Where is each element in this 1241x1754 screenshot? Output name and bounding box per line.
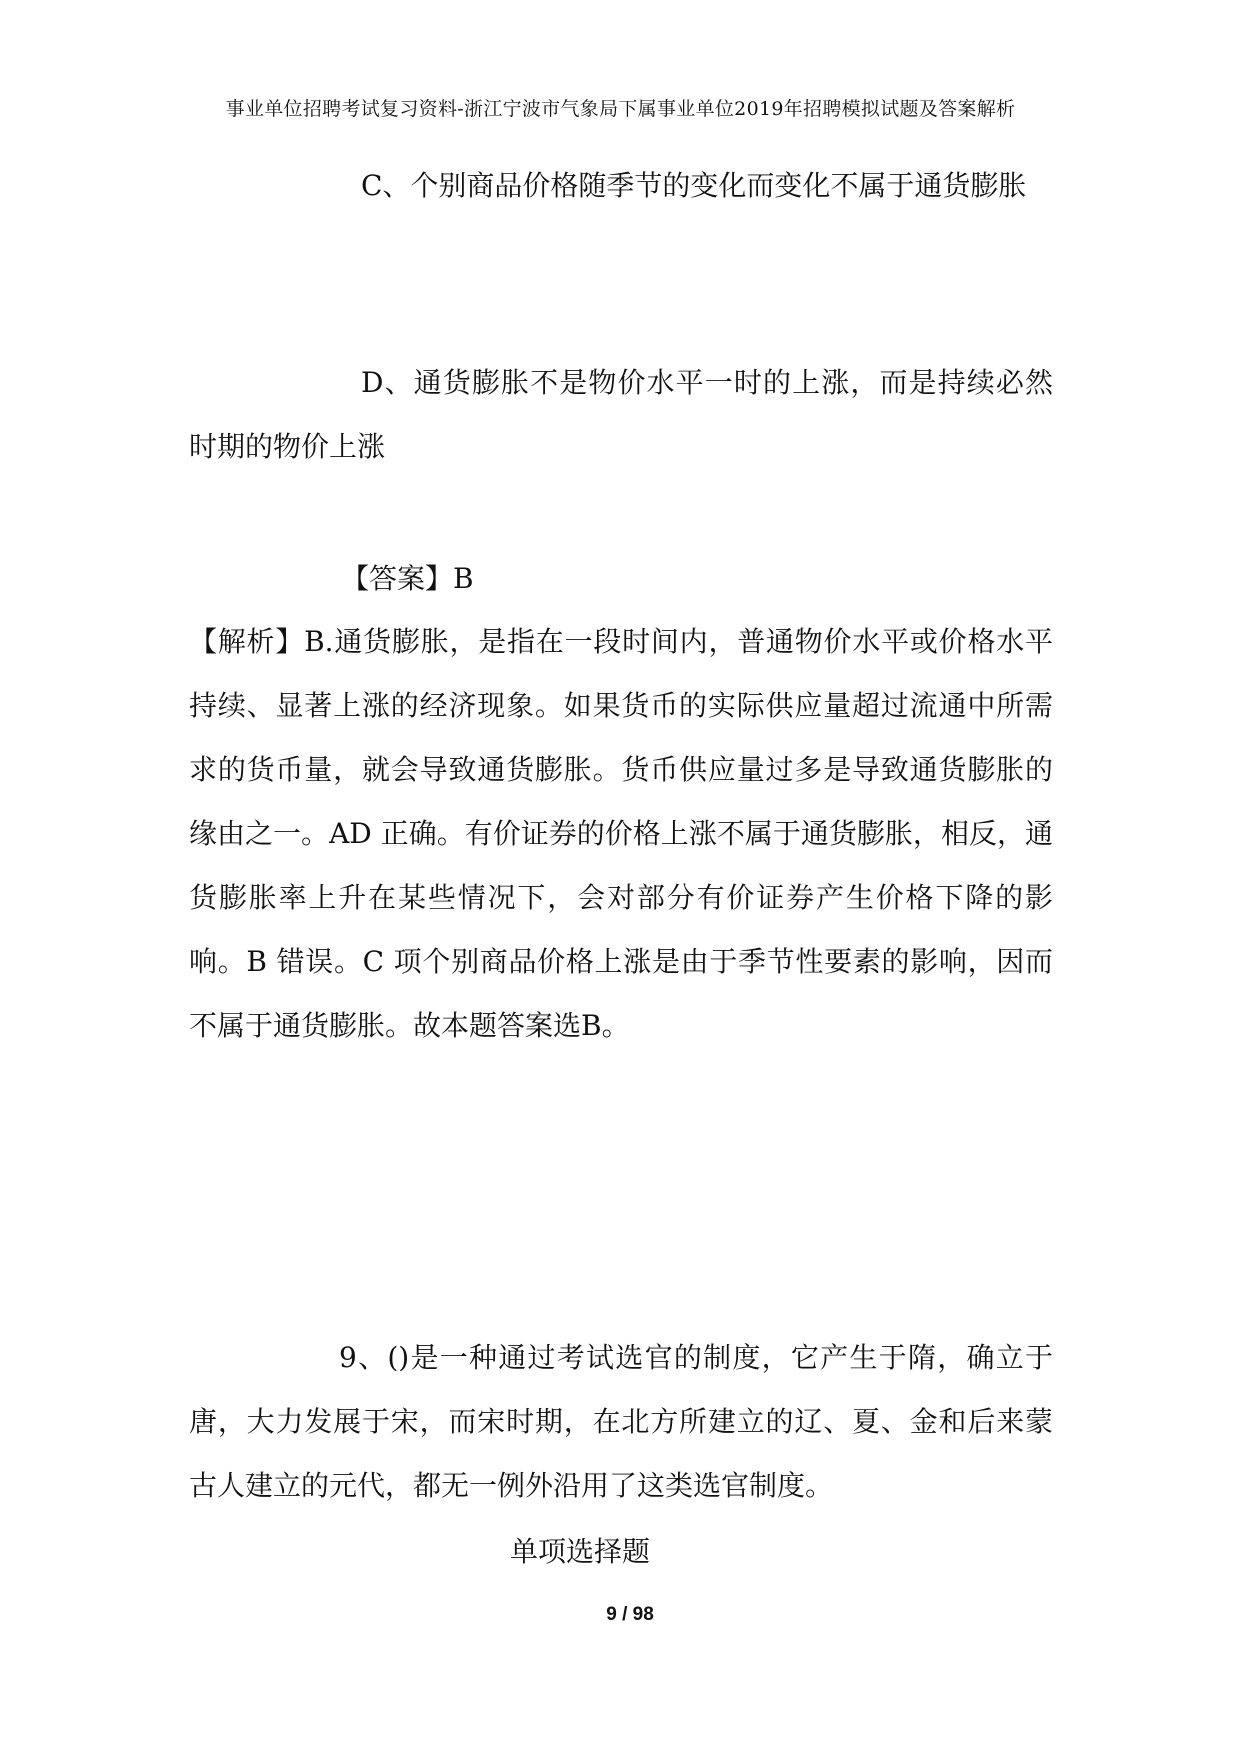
question-9	[189, 1326, 1053, 1518]
answer-text: 【答案】B	[341, 562, 474, 595]
option-d	[189, 351, 1053, 479]
question-text: 9、()是一种通过考试选官的制度，它产生于隋，确立于唐，大力发展于宋，而宋时期，在北方所建立的辽、夏、金和后来蒙古人建立的元代，都无一例外沿用了这类选官制度。	[189, 1341, 1053, 1502]
answer-block	[189, 547, 1053, 611]
analysis-block	[189, 610, 1053, 1058]
option-c	[189, 154, 1053, 218]
page-header: 事业单位招聘考试复习资料-浙江宁波市气象局下属事业单位2019年招聘模拟试题及答案解析	[225, 98, 1016, 120]
question-type: 单项选择题	[509, 1535, 650, 1568]
option-c-text: C、个别商品价格随季节的变化而变化不属于通货膨胀	[361, 169, 1027, 202]
analysis-text: 【解析】B.通货膨胀，是指在一段时间内，普通物价水平或价格水平持续、显著上涨的经济现象。如果货币的实际供应量超过流通中所需求的货币量，就会导致通货膨胀。货币供应量过多是导致通货膨胀的缘由之一。AD 正确。有价证券的价格上涨不属于通货膨胀，相反，通货膨胀率上升在某些情况下，会对部分有价证券产生价格下降的影响。B 错误。C 项个别商品价格上涨是由于季节性要素的影响，因而不属于通货膨胀。故本题答案选B。	[189, 625, 1053, 1042]
option-d-text: D、通货膨胀不是物价水平一时的上涨，而是持续必然时期的物价上涨	[189, 366, 1053, 463]
page-number: 9 / 98	[606, 1604, 654, 1625]
